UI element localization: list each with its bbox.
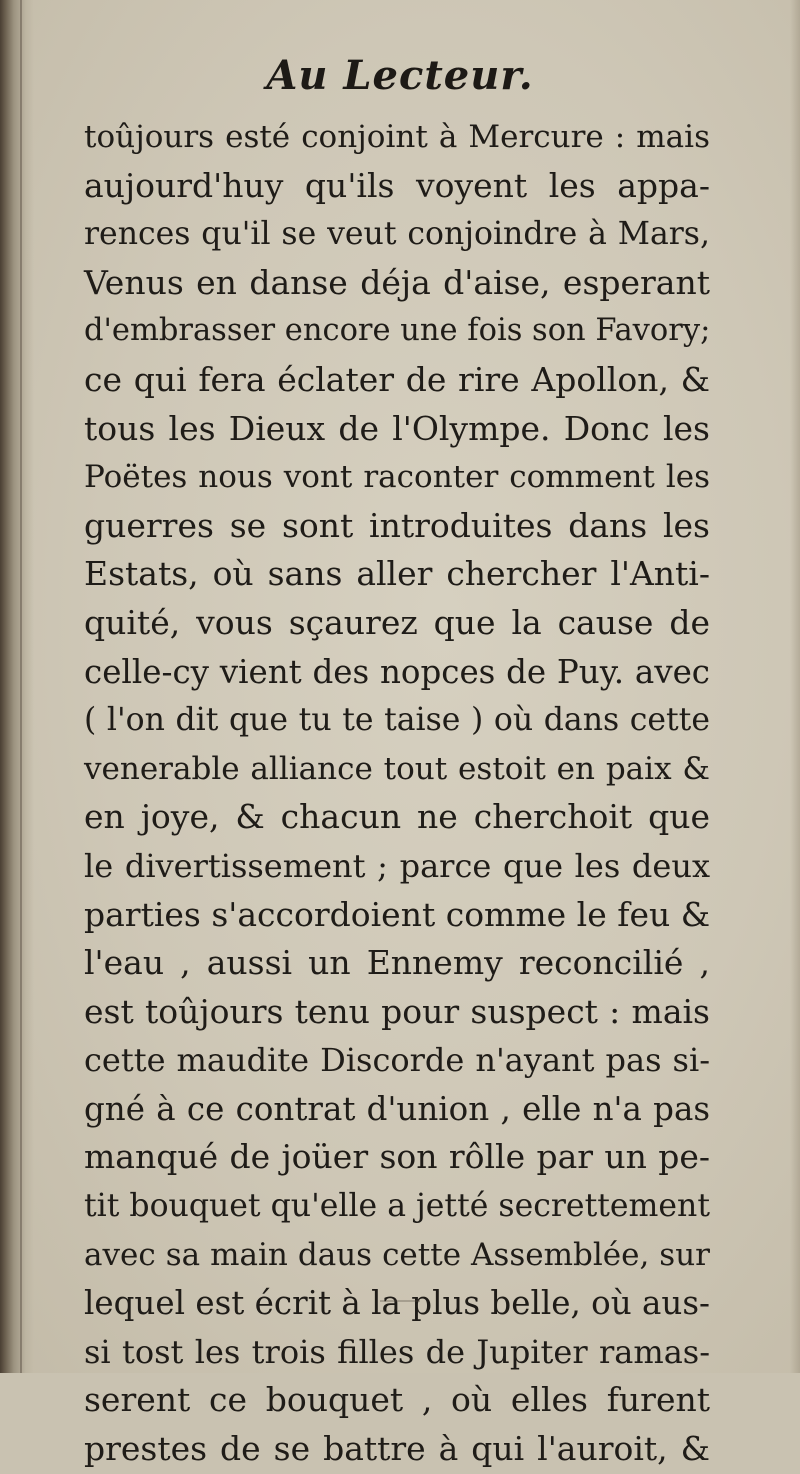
ink-smudge — [380, 1300, 420, 1302]
text-line: Poëtes nous vont raconter comment les — [84, 459, 710, 496]
text-line: ( l'on dit que tu te taise ) où dans cette — [84, 702, 710, 739]
page-right-edge — [790, 0, 800, 1373]
text-line: le divertissement ; parce que les deux — [84, 846, 710, 885]
text-line: Estats, où sans aller chercher l'Anti- — [84, 554, 710, 594]
book-binding-gutter — [0, 0, 34, 1373]
text-line: quité, vous sçaurez que la cause de — [84, 602, 710, 642]
text-line: serent ce bouquet , où elles furent — [84, 1380, 710, 1420]
text-line: cette maudite Discorde n'ayant pas si- — [84, 1041, 710, 1080]
text-line: rences qu'il se veut conjoindre à Mars, — [84, 216, 710, 253]
text-line: tit bouquet qu'elle a jetté secrettement — [84, 1188, 710, 1225]
text-line: l'eau , aussi un Ennemy reconcilié , — [84, 943, 710, 983]
text-line: si tost les trois filles de Jupiter ramas- — [84, 1332, 710, 1371]
text-line: gné à ce contrat d'union , elle n'a pas — [84, 1089, 710, 1128]
text-line: d'embrasser encore une fois son Favory; — [84, 313, 711, 349]
text-line: guerres se sont introduites dans les — [84, 505, 710, 545]
text-line: toûjours esté conjoint à Mercure : mais — [84, 119, 710, 155]
body-text — [84, 113, 710, 1474]
text-line: Venus en danse déja d'aise, esperant — [84, 262, 710, 302]
text-line: en joye, & chacun ne cherchoit que — [84, 797, 710, 837]
text-line: ce qui fera éclater de rire Apollon, & — [84, 359, 710, 399]
text-line: aujourd'huy qu'ils voyent les appa- — [84, 165, 710, 205]
text-line: prestes de se battre à qui l'auroit, & — [84, 1429, 710, 1469]
text-line: celle-cy vient des nopces de Puy. avec — [84, 652, 710, 691]
text-line: manqué de joüer son rôlle par un pe- — [84, 1137, 710, 1177]
text-line: avec sa main daus cette Assemblée, sur — [84, 1236, 710, 1273]
text-line: tous les Dieux de l'Olympe. Donc les — [84, 408, 710, 448]
text-line: parties s'accordoient comme le feu & — [84, 894, 711, 934]
running-header: Au Lecteur. — [266, 52, 534, 99]
text-line: venerable alliance tout estoit en paix & — [84, 750, 710, 787]
text-line: est toûjours tenu pour suspect : mais — [84, 991, 710, 1031]
binding-fold-line — [20, 0, 22, 1373]
text-line: lequel est écrit à la plus belle, où aus- — [84, 1284, 710, 1323]
